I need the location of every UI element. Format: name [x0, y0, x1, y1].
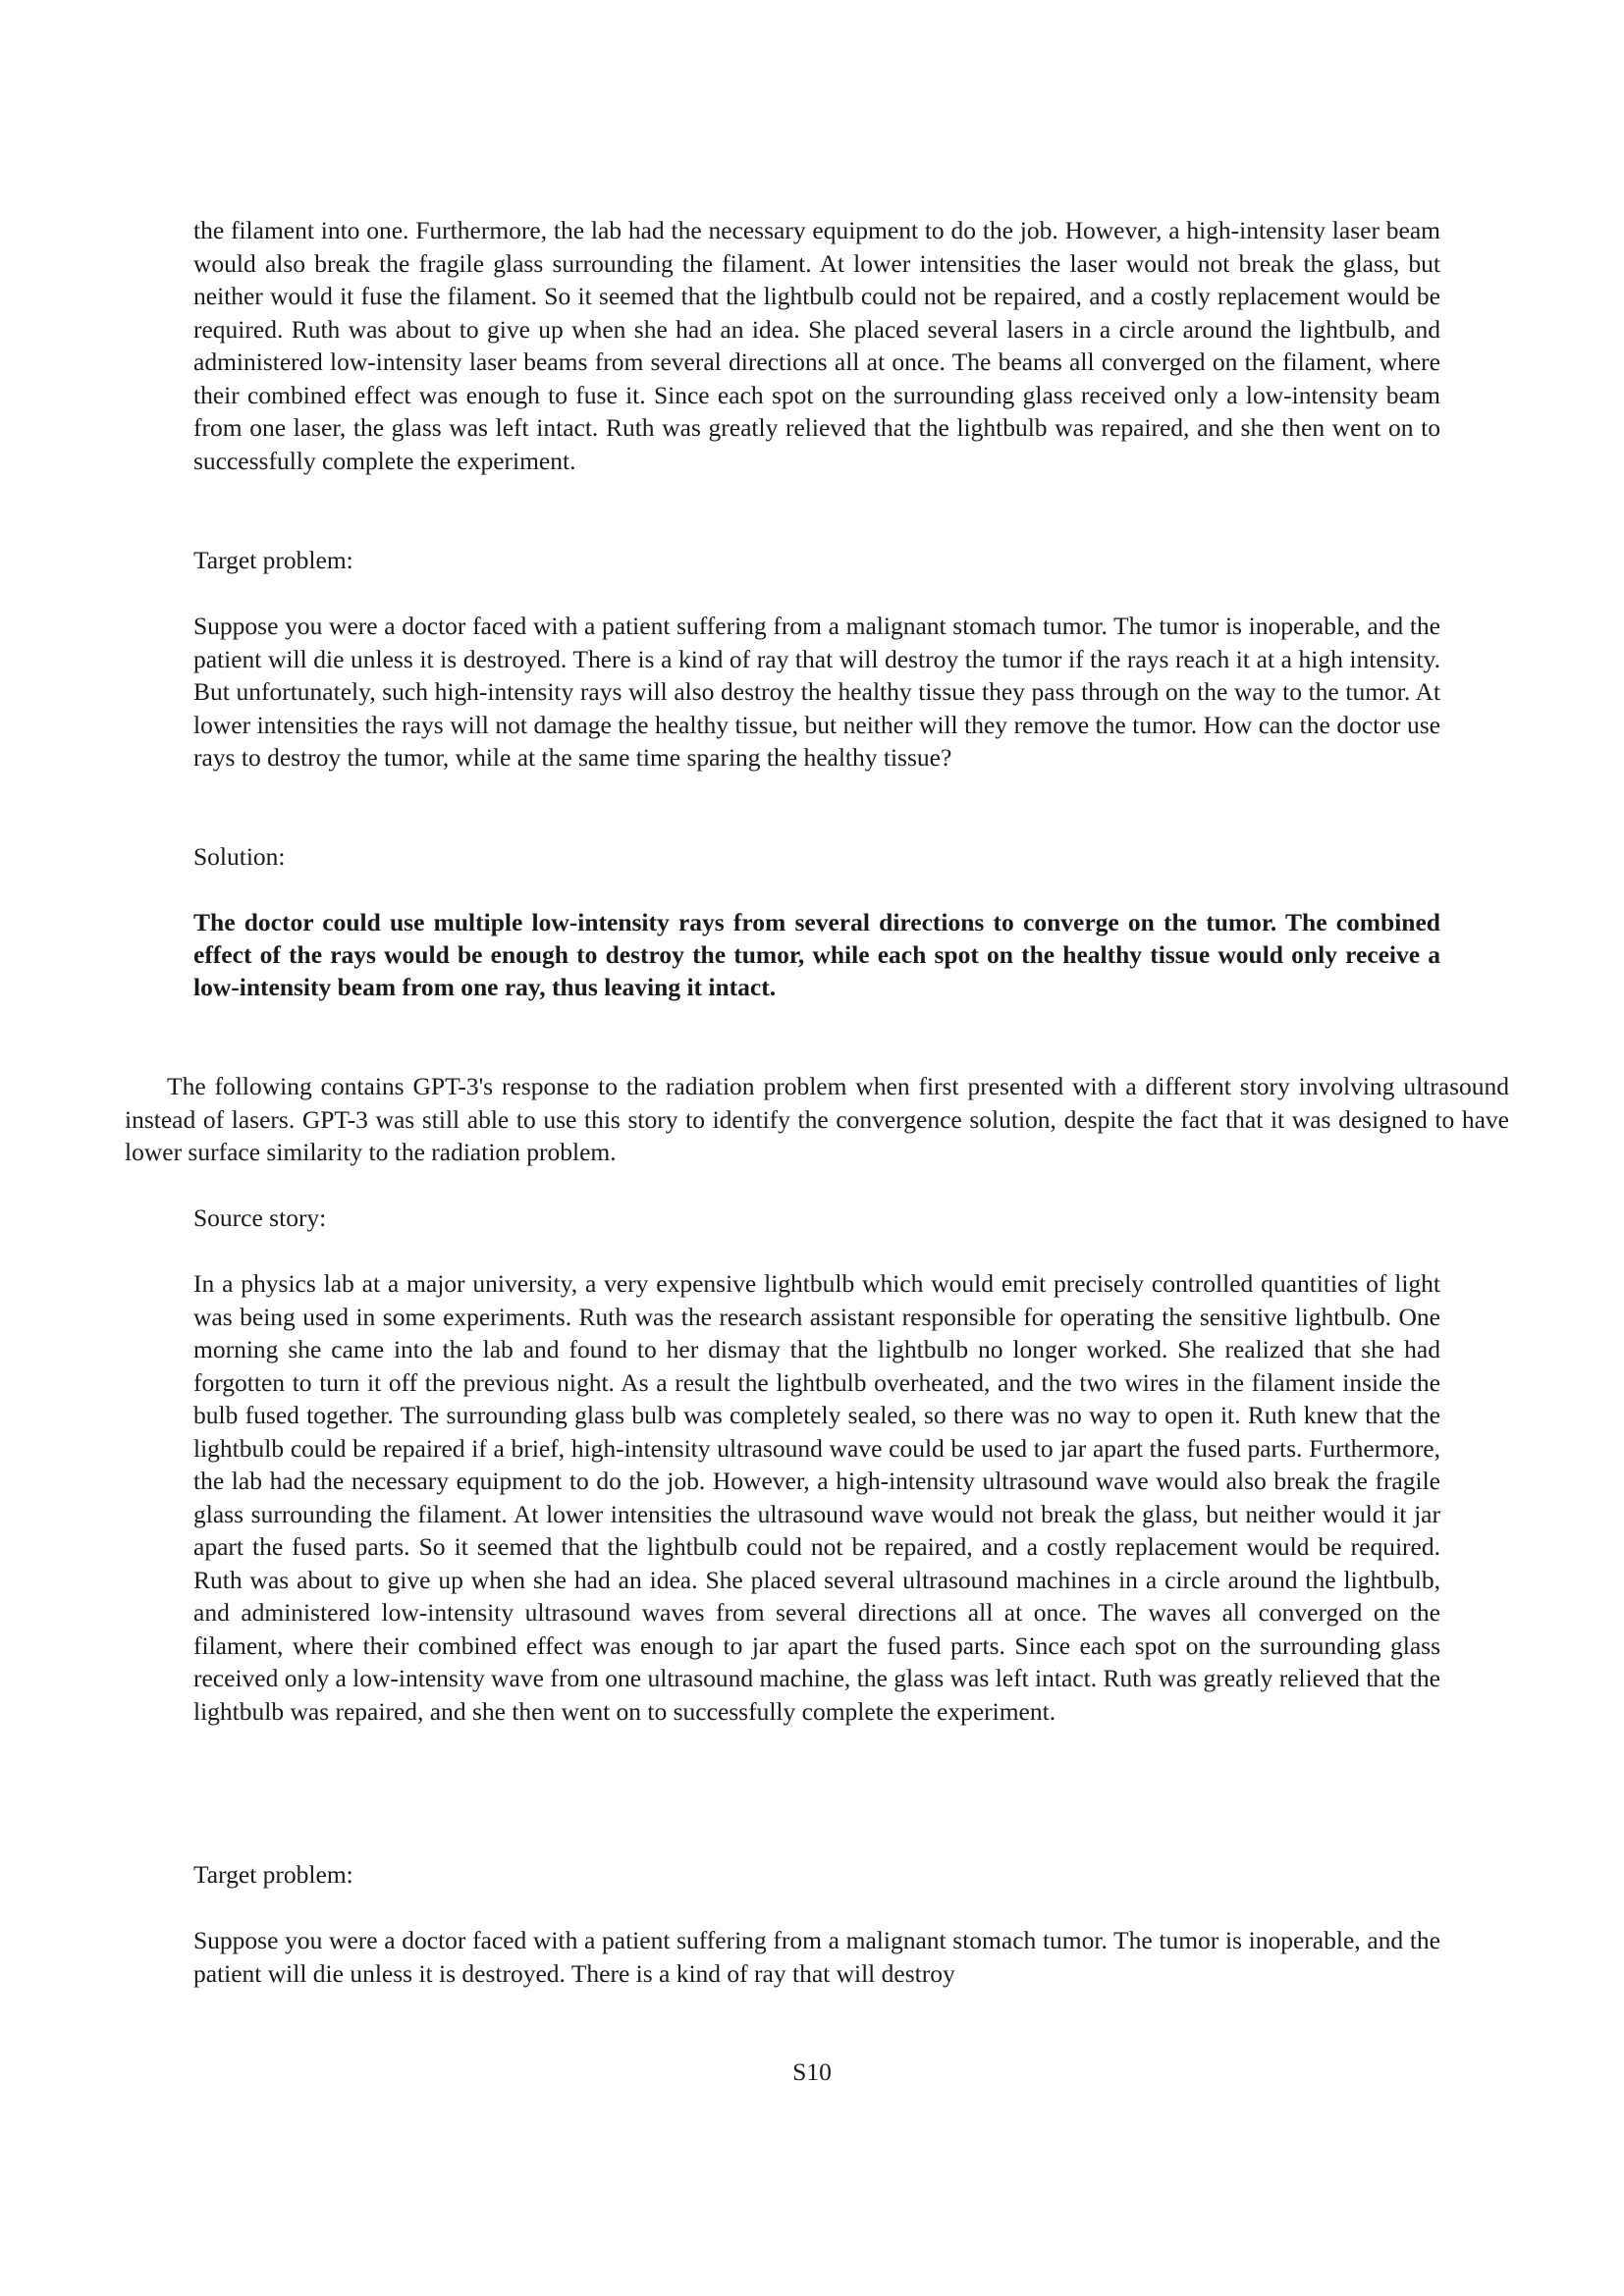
target-problem-text: Suppose you were a doctor faced with a patient suffering from a malignant stomach tumor. The tumor is inoperable, and the patient will die unless it is destroyed. There is a kind of ray that will destroy — [193, 1926, 1440, 1988]
target-problem-text: Suppose you were a doctor faced with a patient suffering from a malignant stomach tumor. The tumor is inoperable, and the patient will die unless it is destroyed. There is a kind of ray that will destroy the tumor if the rays reach it at a high intensity. But unfortunately, such high-intensity rays will also destroy the healthy tissue they pass through on the way to the tumor. At lower intensities the rays will not damage the healthy tissue, but neither will they remove the tumor. How can the doctor use rays to destroy the tumor, while at the same time sparing the healthy tissue? — [193, 612, 1440, 772]
source-story-text: In a physics lab at a major university, a very expensive lightbulb which would emit precisely controlled quantities of light was being used in some experiments. Ruth was the research assistant responsible for operating the sensitive lightbulb. One morning she came into the lab and found to her dismay that the lightbulb no longer worked. She realized that she had forgotten to turn it off the previous night. As a result the lightbulb overheated, and the two wires in the filament inside the bulb fused together. The surrounding glass bulb was completely sealed, so there was no way to open it. Ruth knew that the lightbulb could be repaired if a brief, high-intensity ultrasound wave could be used to jar apart the fused parts. Furthermore, the lab had the necessary equipment to do the job. However, a high-intensity ultrasound wave would also break the fragile glass surrounding the filament. At lower intensities the ultrasound wave would not break the glass, but neither would it jar apart the fused parts. So it seemed that the lightbulb could not be repaired, and a costly replacement would be required. Ruth was about to give up when she had an idea. She placed several ultrasound machines in a circle around the lightbulb, and administered low-intensity ultrasound waves from several directions all at once. The waves all converged on the filament, where their combined effect was enough to jar apart the fused parts. Since each spot on the surrounding glass received only a low-intensity wave from one ultrasound machine, the glass was left intact. Ruth was greatly relieved that the lightbulb was repaired, and she then went on to successfully complete the experiment. — [193, 1269, 1440, 1726]
body-paragraph: The following contains GPT-3's response to the radiation problem when first presented with a different story involving ultrasound instead of lasers. GPT-3 was still able to use this story to identify the convergence solution, despite the fact that it was designed to have lower surface similarity to the radiation problem. — [125, 1072, 1509, 1166]
source-story-label: Source story: — [193, 1203, 327, 1232]
solution-label: Solution: — [193, 842, 286, 871]
target-problem-label: Target problem: — [193, 1860, 353, 1889]
target-problem-label: Target problem: — [193, 546, 353, 574]
story-continuation: the filament into one. Furthermore, the lab had the necessary equipment to do the job. However, a high-intensity laser beam would also break the fragile glass surrounding the filament. At lower intensities the laser would not break the glass, but neither would it fuse the filament. So it seemed that the lightbulb could not be repaired, and a costly replacement would be required. Ruth was about to give up when she had an idea. She placed several lasers in a circle around the lightbulb, and administered low-intensity laser beams from several directions all at once. The beams all converged on the filament, where their combined effect was enough to fuse it. Since each spot on the surrounding glass received only a low-intensity beam from one laser, the glass was left intact. Ruth was greatly relieved that the lightbulb was repaired, and she then went on to successfully complete the experiment. — [193, 216, 1440, 475]
page-number: S10 — [792, 2057, 832, 2086]
solution-text: The doctor could use multiple low-intensity rays from several directions to converge on the tumor. The combined effect of the rays would be enough to destroy the tumor, while each spot on the healthy tissue would only receive a low-intensity beam from one ray, thus leaving it intact. — [193, 908, 1440, 1001]
